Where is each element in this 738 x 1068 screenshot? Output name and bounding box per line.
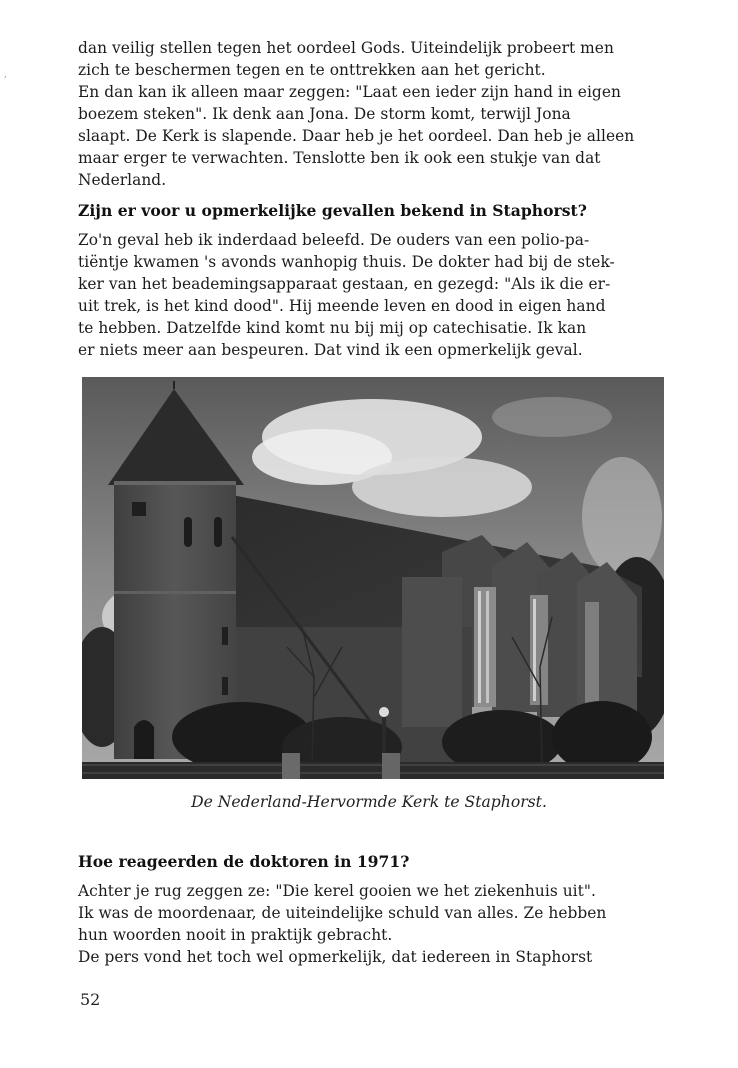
text-line: Nederland. bbox=[78, 171, 167, 189]
text-line: boezem steken". Ik denk aan Jona. De storm komt, terwijl Jona bbox=[78, 105, 571, 123]
text-line: Zo'n geval heb ik inderdaad beleefd. De ouders van een polio-pa- bbox=[78, 231, 590, 249]
text-line: te hebben. Datzelfde kind komt nu bij mij op catechisatie. Ik kan bbox=[78, 319, 587, 337]
text-line: En dan kan ik alleen maar zeggen: "Laat een ieder zijn hand in eigen bbox=[78, 83, 621, 101]
text-line: Ik was de moordenaar, de uiteindelijke schuld van alles. Ze hebben bbox=[78, 904, 607, 922]
photo-caption: De Nederland-Hervormde Kerk te Staphorst. bbox=[191, 793, 547, 811]
text-line: Achter je rug zeggen ze: "Die kerel gooien we het ziekenhuis uit". bbox=[78, 882, 596, 900]
church-photo bbox=[82, 377, 664, 779]
text-line: De pers vond het toch wel opmerkelijk, dat iedereen in Staphorst bbox=[78, 948, 593, 966]
text-line: slaapt. De Kerk is slapende. Daar heb je het oordeel. Dan heb je alleen bbox=[78, 127, 635, 145]
text-line: zich te beschermen tegen en te onttrekken aan het gericht. bbox=[78, 61, 546, 79]
text-line: ker van het beademingsapparaat gestaan, en gezegd: "Als ik die er- bbox=[78, 275, 611, 293]
text-line: maar erger te verwachten. Tenslotte ben ik ook een stukje van dat bbox=[78, 149, 601, 167]
church-illustration bbox=[82, 377, 664, 779]
interview-question: Zijn er voor u opmerkelijke gevallen bekend in Staphorst? bbox=[78, 201, 587, 220]
text-line: uit trek, is het kind dood". Hij meende leven en dood in eigen hand bbox=[78, 297, 606, 315]
text-line: hun woorden nooit in praktijk gebracht. bbox=[78, 926, 393, 944]
interview-question: Hoe reageerden de doktoren in 1971? bbox=[78, 852, 410, 871]
page-number: 52 bbox=[80, 990, 101, 1009]
text-line: er niets meer aan bespeuren. Dat vind ik een opmerkelijk geval. bbox=[78, 341, 583, 359]
text-line: dan veilig stellen tegen het oordeel Gods. Uiteindelijk probeert men bbox=[78, 39, 614, 57]
text-line: tiëntje kwamen 's avonds wanhopig thuis. De dokter had bij de stek- bbox=[78, 253, 615, 271]
margin-mark: , bbox=[4, 70, 7, 80]
